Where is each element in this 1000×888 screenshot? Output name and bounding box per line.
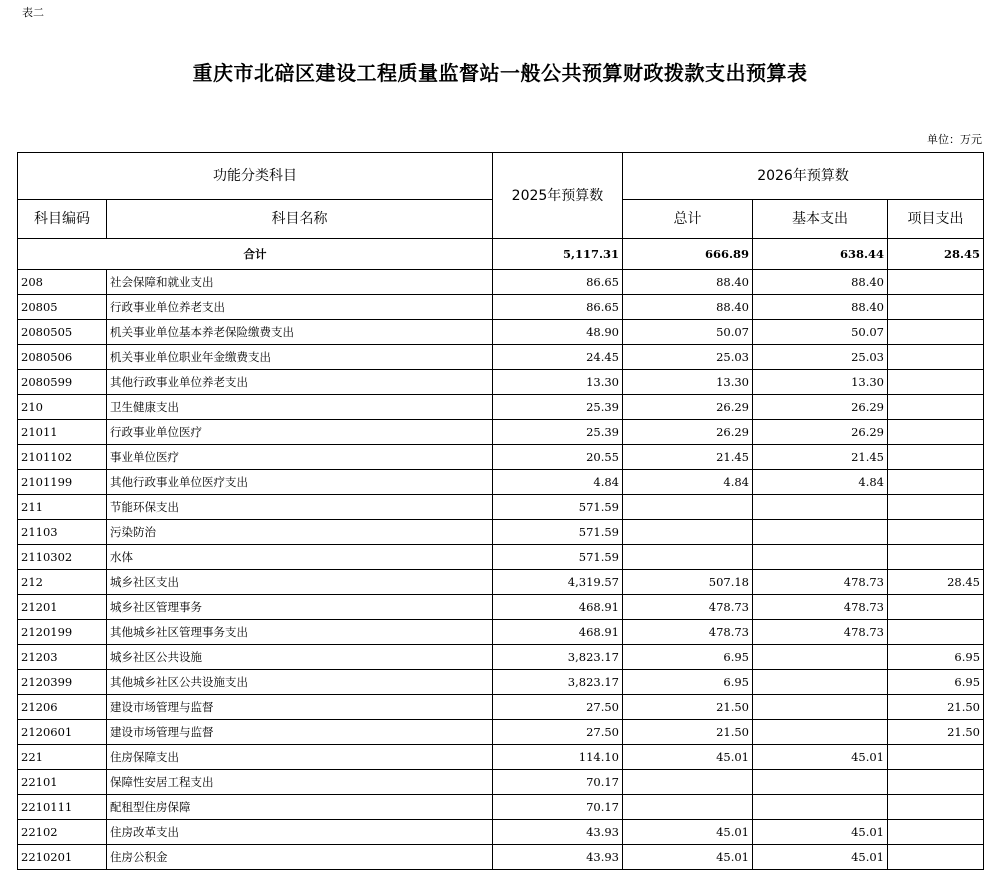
row-name: 水体 — [107, 545, 493, 570]
row-2025: 27.50 — [493, 695, 623, 720]
row-name: 节能环保支出 — [107, 495, 493, 520]
row-2025: 24.45 — [493, 345, 623, 370]
row-2026-total: 26.29 — [623, 395, 753, 420]
row-name: 住房改革支出 — [107, 820, 493, 845]
row-2025: 13.30 — [493, 370, 623, 395]
row-2025: 43.93 — [493, 820, 623, 845]
row-2025: 3,823.17 — [493, 670, 623, 695]
row-2026-total: 88.40 — [623, 295, 753, 320]
row-2026-project — [888, 320, 984, 345]
row-2026-basic: 88.40 — [753, 270, 888, 295]
row-2026-project — [888, 745, 984, 770]
row-name: 住房公积金 — [107, 845, 493, 870]
row-2026-basic: 478.73 — [753, 595, 888, 620]
row-2026-project — [888, 545, 984, 570]
row-2025: 86.65 — [493, 270, 623, 295]
row-2026-total: 45.01 — [623, 845, 753, 870]
row-2026-basic — [753, 720, 888, 745]
row-name: 事业单位医疗 — [107, 445, 493, 470]
row-2026-total: 21.50 — [623, 695, 753, 720]
row-2026-basic — [753, 495, 888, 520]
row-2026-total: 21.50 — [623, 720, 753, 745]
row-name: 其他城乡社区公共设施支出 — [107, 670, 493, 695]
table-row — [18, 595, 984, 620]
header-project-expenditure: 项目支出 — [888, 200, 984, 239]
row-name: 行政事业单位养老支出 — [107, 295, 493, 320]
row-2026-total: 25.03 — [623, 345, 753, 370]
row-2026-project: 21.50 — [888, 695, 984, 720]
table-row — [18, 395, 984, 420]
row-2026-total — [623, 495, 753, 520]
header-total: 总计 — [623, 200, 753, 239]
table-row — [18, 645, 984, 670]
row-name: 城乡社区公共设施 — [107, 645, 493, 670]
page-title: 重庆市北碚区建设工程质量监督站一般公共预算财政拨款支出预算表 — [192, 61, 808, 85]
header-subject-name: 科目名称 — [107, 200, 493, 239]
total-label: 合计 — [18, 239, 493, 270]
table-row — [18, 745, 984, 770]
total-row — [18, 239, 984, 270]
total-2026-project: 28.45 — [888, 239, 984, 270]
row-code: 2080599 — [18, 370, 107, 395]
row-code: 2120199 — [18, 620, 107, 645]
table-row — [18, 820, 984, 845]
row-2025: 48.90 — [493, 320, 623, 345]
table-row — [18, 420, 984, 445]
row-2026-basic — [753, 670, 888, 695]
row-name: 机关事业单位职业年金缴费支出 — [107, 345, 493, 370]
row-2025: 3,823.17 — [493, 645, 623, 670]
table-row — [18, 795, 984, 820]
row-code: 21201 — [18, 595, 107, 620]
row-2026-project — [888, 845, 984, 870]
row-2025: 571.59 — [493, 495, 623, 520]
table-row — [18, 770, 984, 795]
row-2026-project: 28.45 — [888, 570, 984, 595]
row-2026-basic — [753, 695, 888, 720]
row-2026-basic: 45.01 — [753, 820, 888, 845]
row-2026-basic — [753, 520, 888, 545]
table-row — [18, 320, 984, 345]
row-code: 22102 — [18, 820, 107, 845]
header-subject-code: 科目编码 — [18, 200, 107, 239]
row-2026-total: 13.30 — [623, 370, 753, 395]
row-2026-total: 50.07 — [623, 320, 753, 345]
row-2026-basic: 21.45 — [753, 445, 888, 470]
row-2026-total: 6.95 — [623, 670, 753, 695]
table-number-label: 表二 — [22, 6, 44, 19]
row-code: 20805 — [18, 295, 107, 320]
table-row — [18, 370, 984, 395]
row-name: 其他行政事业单位养老支出 — [107, 370, 493, 395]
row-2026-total: 26.29 — [623, 420, 753, 445]
row-2025: 114.10 — [493, 745, 623, 770]
row-2026-project — [888, 295, 984, 320]
row-2026-project — [888, 370, 984, 395]
row-2025: 25.39 — [493, 420, 623, 445]
row-2026-basic: 45.01 — [753, 845, 888, 870]
budget-table — [17, 152, 984, 870]
total-2025: 5,117.31 — [493, 239, 623, 270]
header-2025-budget: 2025年预算数 — [493, 153, 623, 239]
row-2026-basic: 13.30 — [753, 370, 888, 395]
row-2026-basic: 26.29 — [753, 420, 888, 445]
row-code: 2101199 — [18, 470, 107, 495]
row-2025: 468.91 — [493, 620, 623, 645]
row-2026-total — [623, 545, 753, 570]
row-2026-basic — [753, 645, 888, 670]
row-code: 21206 — [18, 695, 107, 720]
row-code: 212 — [18, 570, 107, 595]
row-2026-project — [888, 770, 984, 795]
total-2026-basic: 638.44 — [753, 239, 888, 270]
row-2026-total: 21.45 — [623, 445, 753, 470]
row-2026-total — [623, 795, 753, 820]
row-name: 城乡社区管理事务 — [107, 595, 493, 620]
row-name: 保障性安居工程支出 — [107, 770, 493, 795]
row-name: 建设市场管理与监督 — [107, 695, 493, 720]
row-name: 住房保障支出 — [107, 745, 493, 770]
row-2026-basic: 50.07 — [753, 320, 888, 345]
row-2026-basic — [753, 545, 888, 570]
row-code: 2210201 — [18, 845, 107, 870]
row-name: 其他城乡社区管理事务支出 — [107, 620, 493, 645]
table-row — [18, 520, 984, 545]
table-row — [18, 445, 984, 470]
header-basic-expenditure: 基本支出 — [753, 200, 888, 239]
row-2026-total — [623, 770, 753, 795]
row-2026-project — [888, 820, 984, 845]
row-code: 208 — [18, 270, 107, 295]
row-code: 210 — [18, 395, 107, 420]
row-name: 建设市场管理与监督 — [107, 720, 493, 745]
row-name: 其他行政事业单位医疗支出 — [107, 470, 493, 495]
row-2025: 4,319.57 — [493, 570, 623, 595]
row-2026-basic: 88.40 — [753, 295, 888, 320]
table-row — [18, 345, 984, 370]
unit-label: 单位：万元 — [927, 133, 982, 146]
row-2026-project — [888, 795, 984, 820]
table-row — [18, 670, 984, 695]
row-code: 2120601 — [18, 720, 107, 745]
total-2026-total: 666.89 — [623, 239, 753, 270]
row-code: 2080505 — [18, 320, 107, 345]
row-code: 22101 — [18, 770, 107, 795]
row-2025: 20.55 — [493, 445, 623, 470]
table-row — [18, 720, 984, 745]
row-2026-total: 478.73 — [623, 620, 753, 645]
header-2026-budget: 2026年预算数 — [623, 153, 984, 200]
row-code: 2080506 — [18, 345, 107, 370]
row-2026-project — [888, 620, 984, 645]
row-name: 卫生健康支出 — [107, 395, 493, 420]
row-2026-total — [623, 520, 753, 545]
row-2026-project: 6.95 — [888, 645, 984, 670]
row-2026-total: 45.01 — [623, 745, 753, 770]
row-name: 社会保障和就业支出 — [107, 270, 493, 295]
row-2026-total: 507.18 — [623, 570, 753, 595]
row-name: 配租型住房保障 — [107, 795, 493, 820]
row-2026-basic: 45.01 — [753, 745, 888, 770]
header-functional-classification: 功能分类科目 — [18, 153, 493, 200]
row-2026-total: 4.84 — [623, 470, 753, 495]
row-2025: 4.84 — [493, 470, 623, 495]
row-code: 211 — [18, 495, 107, 520]
row-2026-basic: 478.73 — [753, 620, 888, 645]
row-2026-project: 21.50 — [888, 720, 984, 745]
row-name: 行政事业单位医疗 — [107, 420, 493, 445]
row-2025: 468.91 — [493, 595, 623, 620]
row-2025: 27.50 — [493, 720, 623, 745]
table-row — [18, 495, 984, 520]
row-2025: 25.39 — [493, 395, 623, 420]
table-row — [18, 270, 984, 295]
table-row — [18, 545, 984, 570]
row-code: 2101102 — [18, 445, 107, 470]
row-2025: 86.65 — [493, 295, 623, 320]
row-code: 2210111 — [18, 795, 107, 820]
table-row — [18, 695, 984, 720]
row-2026-project — [888, 595, 984, 620]
row-2026-total: 6.95 — [623, 645, 753, 670]
row-code: 2120399 — [18, 670, 107, 695]
row-name: 污染防治 — [107, 520, 493, 545]
row-2026-basic: 4.84 — [753, 470, 888, 495]
row-2026-project — [888, 345, 984, 370]
row-2026-total: 45.01 — [623, 820, 753, 845]
row-2026-project — [888, 395, 984, 420]
row-2026-basic: 26.29 — [753, 395, 888, 420]
row-name: 机关事业单位基本养老保险缴费支出 — [107, 320, 493, 345]
row-2026-project — [888, 470, 984, 495]
row-2025: 70.17 — [493, 770, 623, 795]
table-row — [18, 620, 984, 645]
row-name: 城乡社区支出 — [107, 570, 493, 595]
row-2026-project — [888, 520, 984, 545]
row-2026-total: 478.73 — [623, 595, 753, 620]
row-2025: 571.59 — [493, 520, 623, 545]
row-2026-project — [888, 445, 984, 470]
table-row — [18, 570, 984, 595]
row-2026-basic: 25.03 — [753, 345, 888, 370]
row-code: 2110302 — [18, 545, 107, 570]
row-code: 21103 — [18, 520, 107, 545]
row-code: 221 — [18, 745, 107, 770]
row-2026-project: 6.95 — [888, 670, 984, 695]
row-2026-total: 88.40 — [623, 270, 753, 295]
table-row — [18, 295, 984, 320]
row-2026-basic: 478.73 — [753, 570, 888, 595]
row-2026-basic — [753, 795, 888, 820]
row-2026-project — [888, 420, 984, 445]
table-row — [18, 470, 984, 495]
row-2026-project — [888, 270, 984, 295]
row-code: 21011 — [18, 420, 107, 445]
row-2026-basic — [753, 770, 888, 795]
table-row — [18, 845, 984, 870]
row-code: 21203 — [18, 645, 107, 670]
row-2025: 43.93 — [493, 845, 623, 870]
row-2025: 70.17 — [493, 795, 623, 820]
row-2025: 571.59 — [493, 545, 623, 570]
row-2026-project — [888, 495, 984, 520]
